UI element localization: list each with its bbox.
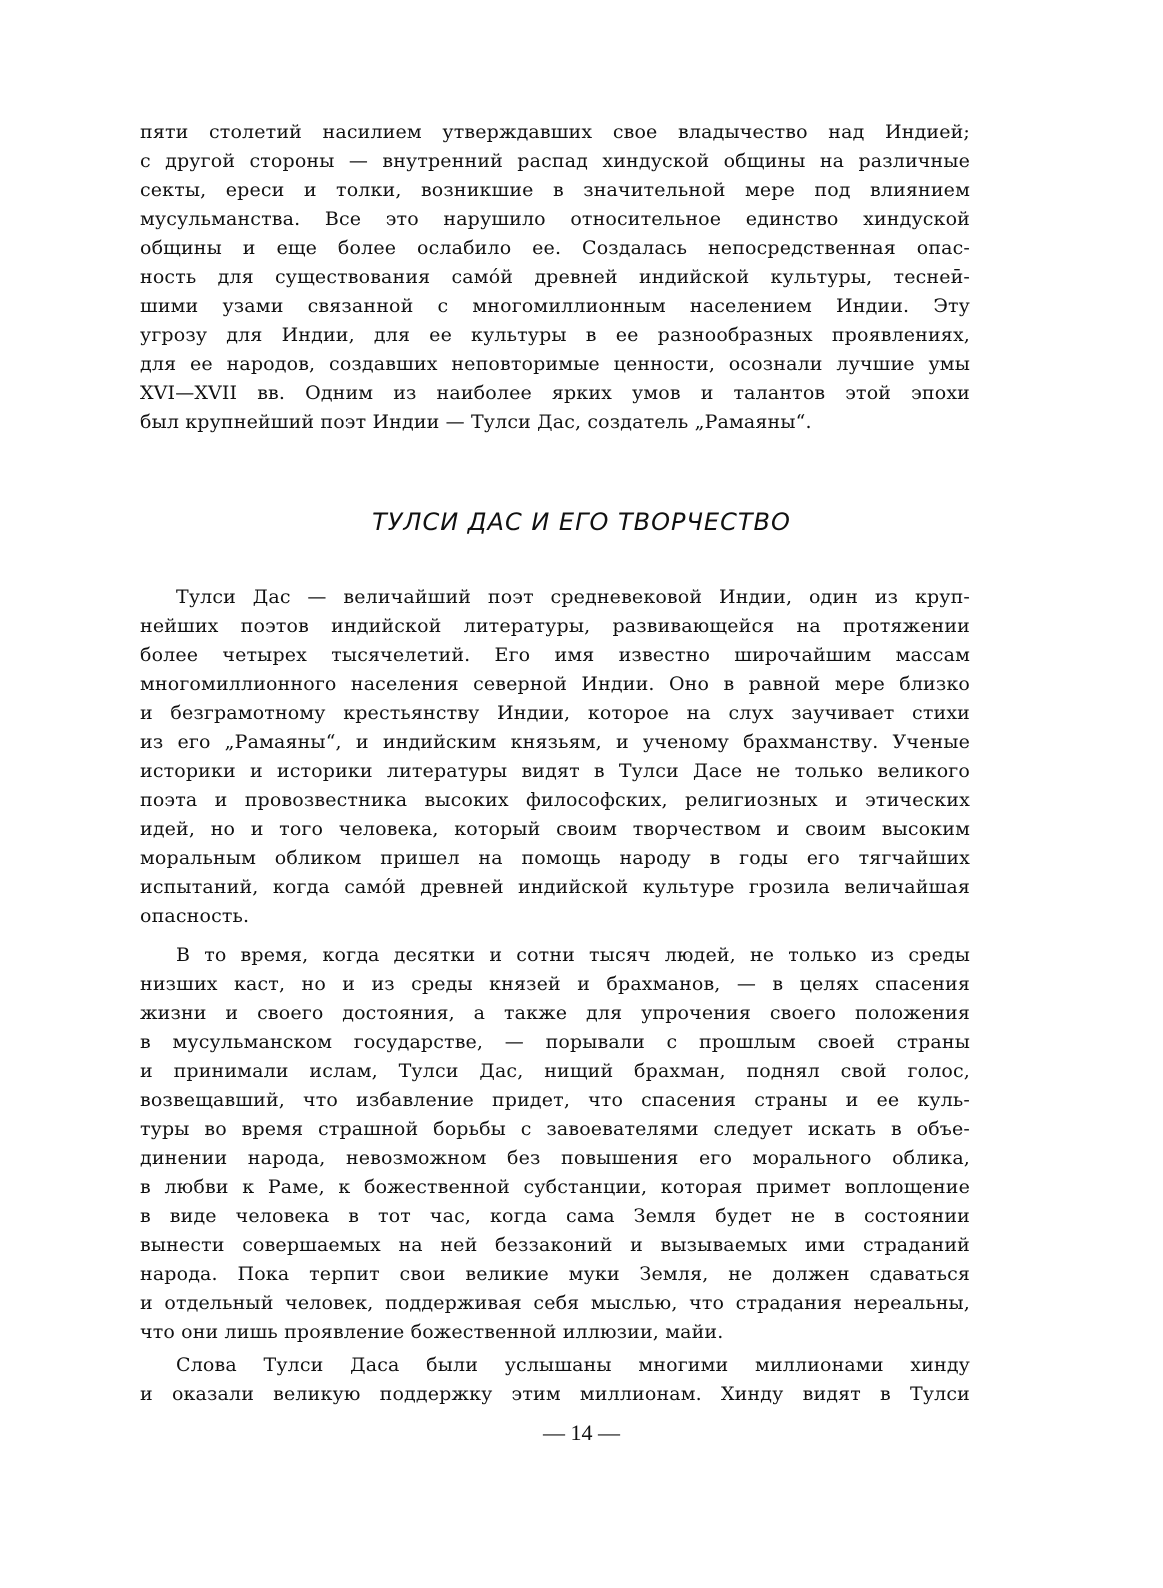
text-line: и оказали великую поддержку этим миллионам. Хинду видят в Тулси [140, 1383, 970, 1405]
text-line: поэта и провозвестника высоких философских, религиозных и этических [140, 789, 970, 811]
text-line: идей, но и того человека, который своим творчеством и своим высоким [140, 818, 970, 840]
text-line: XVI—XVII вв. Одним из наиболее ярких умов и талантов этой эпохи [140, 382, 970, 404]
text-line: испытаний, когда само́й древней индийской культуре грозила величайшая [140, 876, 970, 898]
text-line: моральным обликом пришел на помощь народу в годы его тягчайших [140, 847, 970, 869]
text-line: историки и историки литературы видят в Тулси Дасе не только великого [140, 760, 970, 782]
text-line: нейших поэтов индийской литературы, развивающейся на протяжении [140, 615, 970, 637]
text-line: более четырех тысячелетий. Его имя известно широчайшим массам [140, 644, 970, 666]
text-line: шими узами связанной с многомиллионным населением Индии. Эту [140, 295, 970, 317]
text-line: и безграмотному крестьянству Индии, которое на слух заучивает стихи [140, 702, 970, 724]
text-line: что они лишь проявление божественной иллюзии, майи. [140, 1321, 724, 1343]
text-line: жизни и своего достояния, а также для упрочения своего положения [140, 1002, 970, 1024]
text-line: народа. Пока терпит свои великие муки Земля, не должен сдаваться [140, 1263, 970, 1285]
text-line: угрозу для Индии, для ее культуры в ее разнообразных проявлениях, [140, 324, 970, 346]
paragraph-1 [140, 583, 970, 931]
intro-paragraph [140, 118, 970, 437]
text-line: из его „Рамаяны“, и индийским князьям, и ученому брахманству. Ученые [140, 731, 970, 753]
text-line: вынести совершаемых на ней беззаконий и вызываемых ими страданий [140, 1234, 970, 1256]
text-line: динении народа, невозможном без повышения его морального облика, [140, 1147, 970, 1169]
paragraph-2 [140, 941, 970, 1347]
text-line: возвещавший, что избавление придет, что спасения страны и ее куль- [140, 1089, 970, 1111]
text-line: и отдельный человек, поддерживая себя мыслью, что страдания нереальны, [140, 1292, 970, 1314]
text-line: секты, ереси и толки, возникшие в значительной мере под влиянием [140, 179, 970, 201]
text-line: был крупнейший поэт Индии — Тулси Дас, создатель „Рамаяны“. [140, 411, 812, 433]
text-line: Слова Тулси Даса были услышаны многими миллионами хинду [176, 1354, 970, 1376]
section-title: ТУЛСИ ДАС И ЕГО ТВОРЧЕСТВО [372, 508, 791, 536]
text-line: низших каст, но и из среды князей и брахманов, — в целях спасения [140, 973, 970, 995]
text-line: опасность. [140, 905, 250, 927]
page-number: — 14 — [543, 1420, 620, 1445]
text-line: в мусульманском государстве, — порывали с прошлым своей страны [140, 1031, 970, 1053]
text-line: туры во время страшной борьбы с завоевателями следует искать в объе- [140, 1118, 970, 1140]
text-line: с другой стороны — внутренний распад хиндуской общины на различные [140, 150, 970, 172]
text-line: и принимали ислам, Тулси Дас, нищий брахман, поднял свой голос, [140, 1060, 970, 1082]
text-line: Тулси Дас — величайший поэт средневековой Индии, один из круп- [176, 586, 970, 608]
text-line: пяти столетий насилием утверждавших свое владычество над Индией; [140, 121, 970, 143]
text-line: для ее народов, создавших неповторимые ценности, осознали лучшие умы [140, 353, 970, 375]
text-line: в виде человека в тот час, когда сама Земля будет не в состоянии [140, 1205, 970, 1227]
text-line: В то время, когда десятки и сотни тысяч людей, не только из среды [176, 944, 970, 966]
text-line: в любви к Раме, к божественной субстанции, которая примет воплощение [140, 1176, 970, 1198]
text-line: мусульманства. Все это нарушило относительное единство хиндуской [140, 208, 970, 230]
paragraph-3 [140, 1351, 970, 1409]
text-line: ность для существования само́й древней индийской культуры, теснеӣ- [140, 266, 970, 288]
text-line: многомиллионного населения северной Индии. Оно в равной мере близко [140, 673, 970, 695]
text-line: общины и еще более ослабило ее. Создалась непосредственная опас- [140, 237, 970, 259]
